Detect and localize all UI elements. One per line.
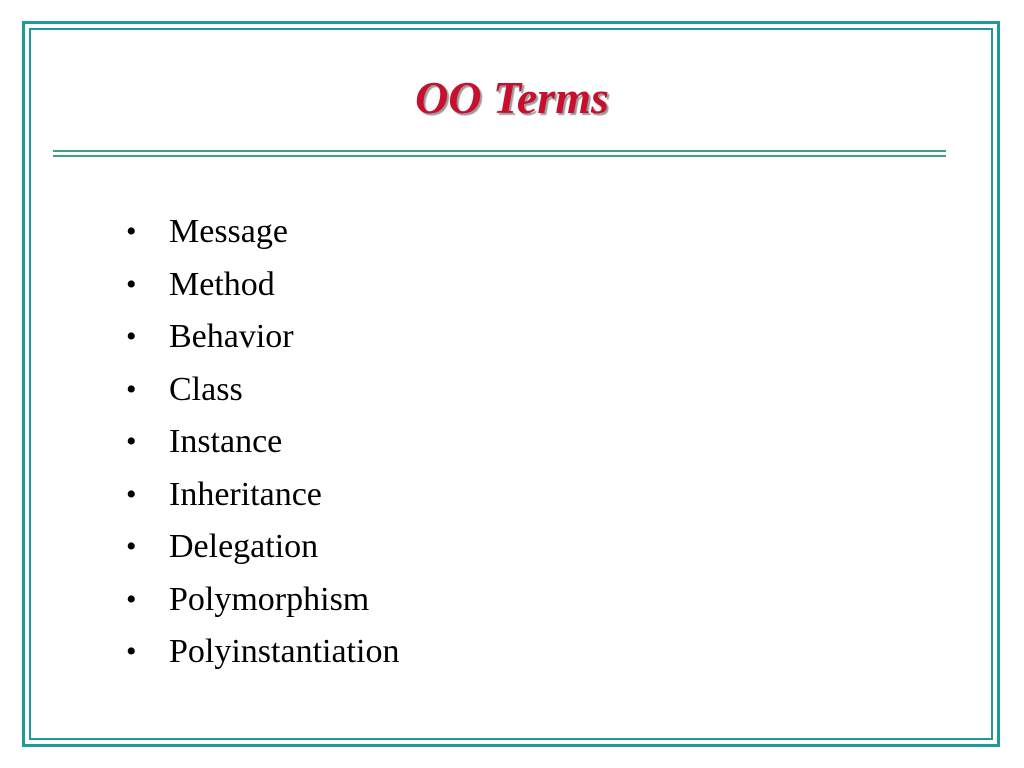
bullet-icon: • (126, 267, 137, 301)
list-item-text: Instance (169, 423, 283, 460)
list-item-text: Delegation (169, 528, 319, 565)
bullet-icon: • (126, 372, 137, 406)
list-item-text: Class (169, 370, 243, 408)
list-item-text: Polymorphism (169, 580, 370, 618)
slide-title: OO Terms (415, 72, 609, 123)
bullet-icon: • (126, 320, 137, 353)
list-item-text: Behavior (169, 318, 294, 355)
list-item-text: Method (169, 265, 275, 303)
bullet-icon: • (126, 582, 137, 616)
title-divider (53, 150, 946, 157)
bullet-icon: • (126, 530, 137, 563)
bullet-icon: • (126, 635, 137, 668)
bullet-icon: • (126, 215, 137, 248)
bullet-icon: • (126, 425, 137, 458)
list-item-text: Polyinstantiation (169, 633, 400, 670)
bullet-icon: • (126, 477, 137, 511)
list-item-text: Inheritance (169, 475, 322, 513)
list-item-text: Message (169, 213, 288, 250)
